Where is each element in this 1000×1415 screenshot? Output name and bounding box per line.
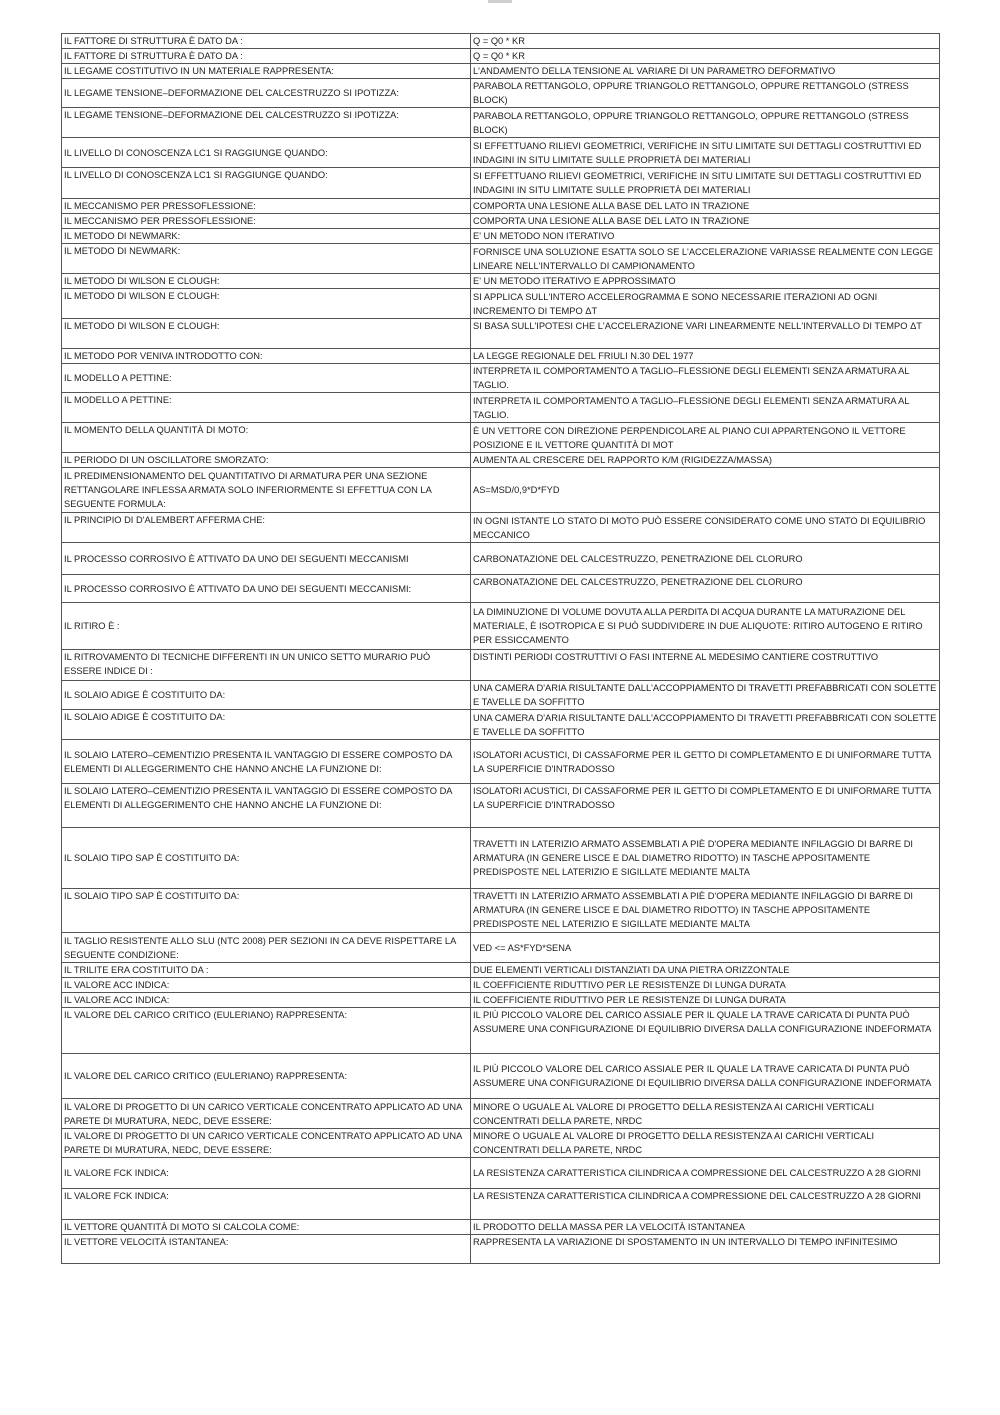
- question-cell: IL MODELLO A PETTINE:: [62, 364, 471, 393]
- table-row: [62, 1008, 940, 1054]
- answer-cell: INTERPRETA IL COMPORTAMENTO A TAGLIO–FLESSIONE DEGLI ELEMENTI SENZA ARMATURA AL TAGLIO.: [471, 364, 940, 393]
- answer-cell: DISTINTI PERIODI COSTRUTTIVI O FASI INTERNE AL MEDESIMO CANTIERE COSTRUTTIVO: [471, 650, 940, 681]
- table-row: [62, 603, 940, 650]
- table-row: [62, 244, 940, 274]
- question-cell: IL MECCANISMO PER PRESSOFLESSIONE:: [62, 199, 471, 214]
- table-row: [62, 79, 940, 108]
- answer-cell: AS=MSD/0,9*D*FYD: [471, 468, 940, 513]
- answer-cell: IN OGNI ISTANTE LO STATO DI MOTO PUÒ ESSERE CONSIDERATO COME UNO STATO DI EQUILIBRIO MECCANICO: [471, 513, 940, 543]
- table-row: [62, 229, 940, 244]
- answer-cell: LA DIMINUZIONE DI VOLUME DOVUTA ALLA PERDITA DI ACQUA DURANTE LA MATURAZIONE DEL MATERIALE, È ISOTROPICA E SI PUÒ SUDDIVIDERE IN DUE ALIQUOTE: RITIRO AUTOGENO E RITIRO PER ESSICCAMENTO: [471, 603, 940, 650]
- table-row: [62, 468, 940, 513]
- answer-cell: E' UN METODO NON ITERATIVO: [471, 229, 940, 244]
- question-cell: IL METODO DI NEWMARK:: [62, 244, 471, 274]
- question-cell: IL SOLAIO ADIGE È COSTITUITO DA:: [62, 710, 471, 740]
- question-cell: IL PREDIMENSIONAMENTO DEL QUANTITATIVO DI ARMATURA PER UNA SEZIONE RETTANGOLARE INFLESSA ARMATA SOLO INFERIORMENTE SI EFFETTUA CON LA SEGUENTE FORMULA:: [62, 468, 471, 513]
- question-cell: IL PERIODO DI UN OSCILLATORE SMORZATO:: [62, 453, 471, 468]
- answer-cell: COMPORTA UNA LESIONE ALLA BASE DEL LATO IN TRAZIONE: [471, 199, 940, 214]
- answer-cell: INTERPRETA IL COMPORTAMENTO A TAGLIO–FLESSIONE DEGLI ELEMENTI SENZA ARMATURA AL TAGLIO.: [471, 393, 940, 423]
- table-row: [62, 108, 940, 138]
- table-row: [62, 364, 940, 393]
- answer-cell: CARBONATAZIONE DEL CALCESTRUZZO, PENETRAZIONE DEL CLORURO: [471, 575, 940, 603]
- table-row: [62, 34, 940, 49]
- question-cell: IL LEGAME TENSIONE–DEFORMAZIONE DEL CALCESTRUZZO SI IPOTIZZA:: [62, 79, 471, 108]
- question-cell: IL MODELLO A PETTINE:: [62, 393, 471, 423]
- answer-cell: PARABOLA RETTANGOLO, OPPURE TRIANGOLO RETTANGOLO, OPPURE RETTANGOLO (STRESS BLOCK): [471, 79, 940, 108]
- question-cell: IL VALORE DEL CARICO CRITICO (EULERIANO) RAPPRESENTA:: [62, 1054, 471, 1099]
- table-row: [62, 1129, 940, 1158]
- table-row: [62, 740, 940, 784]
- answer-cell: ISOLATORI ACUSTICI, DI CASSAFORME PER IL GETTO DI COMPLETAMENTO E DI UNIFORMARE TUTTA LA SUPERFICIE D'INTRADOSSO: [471, 740, 940, 784]
- answer-cell: ISOLATORI ACUSTICI, DI CASSAFORME PER IL GETTO DI COMPLETAMENTO E DI UNIFORMARE TUTTA LA SUPERFICIE D'INTRADOSSO: [471, 784, 940, 828]
- answer-cell: LA LEGGE REGIONALE DEL FRIULI N.30 DEL 1977: [471, 349, 940, 364]
- question-cell: IL VALORE FCK INDICA:: [62, 1189, 471, 1220]
- table-row: [62, 289, 940, 319]
- question-cell: IL SOLAIO LATERO–CEMENTIZIO PRESENTA IL VANTAGGIO DI ESSERE COMPOSTO DA ELEMENTI DI ALLEGGERIMENTO CHE HANNO ANCHE LA FUNZIONE DI:: [62, 740, 471, 784]
- question-cell: IL FATTORE DI STRUTTURA È DATO DA :: [62, 49, 471, 64]
- answer-cell: AUMENTA AL CRESCERE DEL RAPPORTO K/M (RIGIDEZZA/MASSA): [471, 453, 940, 468]
- answer-cell: IL PIÙ PICCOLO VALORE DEL CARICO ASSIALE PER IL QUALE LA TRAVE CARICATA DI PUNTA PUÒ ASSUMERE UNA CONFIGURAZIONE DI EQUILIBRIO DIVERSA DALLA CONFIGURAZIONE INDEFORMATA: [471, 1008, 940, 1054]
- table-row: [62, 349, 940, 364]
- answer-cell: L'ANDAMENTO DELLA TENSIONE AL VARIARE DI UN PARAMETRO DEFORMATIVO: [471, 64, 940, 79]
- table-row: [62, 710, 940, 740]
- table-row: [62, 49, 940, 64]
- table-row: [62, 1189, 940, 1220]
- answer-cell: Q = Q0 * KR: [471, 34, 940, 49]
- answer-cell: TRAVETTI IN LATERIZIO ARMATO ASSEMBLATI A PIÈ D'OPERA MEDIANTE INFILAGGIO DI BARRE DI ARMATURA (IN GENERE LISCE E DAL DIAMETRO RIDOTTO) IN TASCHE APPOSITAMENTE PREDISPOSTE NEL LATERIZIO E SIGILLATE MEDIANTE MALTA: [471, 889, 940, 933]
- table-row: [62, 1054, 940, 1099]
- question-cell: IL PROCESSO CORROSIVO È ATTIVATO DA UNO DEI SEGUENTI MECCANISMI:: [62, 575, 471, 603]
- question-cell: IL METODO DI WILSON E CLOUGH:: [62, 289, 471, 319]
- answer-cell: È UN VETTORE CON DIREZIONE PERPENDICOLARE AL PIANO CUI APPARTENGONO IL VETTORE POSIZIONE E IL VETTORE QUANTITÀ DI MOT: [471, 423, 940, 453]
- table-row: [62, 575, 940, 603]
- question-cell: IL VETTORE VELOCITÀ ISTANTANEA:: [62, 1235, 471, 1264]
- page-header-mark: [488, 0, 512, 3]
- answer-cell: UNA CAMERA D'ARIA RISULTANTE DALL'ACCOPPIAMENTO DI TRAVETTI PREFABBRICATI CON SOLETTE E TAVELLE DA SOFFITTO: [471, 681, 940, 710]
- table-row: [62, 543, 940, 575]
- question-cell: IL SOLAIO TIPO SAP È COSTITUITO DA:: [62, 828, 471, 889]
- table-row: [62, 64, 940, 79]
- answer-cell: VED <= AS*FYD*SENA: [471, 933, 940, 963]
- answer-cell: LA RESISTENZA CARATTERISTICA CILINDRICA A COMPRESSIONE DEL CALCESTRUZZO A 28 GIORNI: [471, 1158, 940, 1189]
- question-cell: IL VALORE DI PROGETTO DI UN CARICO VERTICALE CONCENTRATO APPLICATO AD UNA PARETE DI MURATURA, NEDC, DEVE ESSERE:: [62, 1099, 471, 1129]
- answer-cell: FORNISCE UNA SOLUZIONE ESATTA SOLO SE L'ACCELERAZIONE VARIASSE REALMENTE CON LEGGE LINEARE NELL'INTERVALLO DI CAMPIONAMENTO: [471, 244, 940, 274]
- answer-cell: IL PIÙ PICCOLO VALORE DEL CARICO ASSIALE PER IL QUALE LA TRAVE CARICATA DI PUNTA PUÒ ASSUMERE UNA CONFIGURAZIONE DI EQUILIBRIO DIVERSA DALLA CONFIGURAZIONE INDEFORMATA: [471, 1054, 940, 1099]
- answer-cell: CARBONATAZIONE DEL CALCESTRUZZO, PENETRAZIONE DEL CLORURO: [471, 543, 940, 575]
- answer-cell: PARABOLA RETTANGOLO, OPPURE TRIANGOLO RETTANGOLO, OPPURE RETTANGOLO (STRESS BLOCK): [471, 108, 940, 138]
- table-row: [62, 1235, 940, 1264]
- answer-cell: DUE ELEMENTI VERTICALI DISTANZIATI DA UNA PIETRA ORIZZONTALE: [471, 963, 940, 978]
- question-cell: IL SOLAIO ADIGE È COSTITUITO DA:: [62, 681, 471, 710]
- answer-cell: RAPPRESENTA LA VARIAZIONE DI SPOSTAMENTO IN UN INTERVALLO DI TEMPO INFINITESIMO: [471, 1235, 940, 1264]
- question-cell: IL LEGAME COSTITUTIVO IN UN MATERIALE RAPPRESENTA:: [62, 64, 471, 79]
- answer-cell: Q = Q0 * KR: [471, 49, 940, 64]
- table-row: [62, 423, 940, 453]
- answer-cell: IL COEFFICIENTE RIDUTTIVO PER LE RESISTENZE DI LUNGA DURATA: [471, 978, 940, 993]
- question-cell: IL VALORE FCK INDICA:: [62, 1158, 471, 1189]
- answer-cell: MINORE O UGUALE AL VALORE DI PROGETTO DELLA RESISTENZA AI CARICHI VERTICALI CONCENTRATI DELLA PARETE, NRDC: [471, 1099, 940, 1129]
- question-cell: IL FATTORE DI STRUTTURA È DATO DA :: [62, 34, 471, 49]
- table-row: [62, 138, 940, 168]
- question-cell: IL METODO DI WILSON E CLOUGH:: [62, 274, 471, 289]
- table-row: [62, 681, 940, 710]
- question-cell: IL VALORE ACC INDICA:: [62, 978, 471, 993]
- question-cell: IL METODO DI WILSON E CLOUGH:: [62, 319, 471, 349]
- table-row: [62, 393, 940, 423]
- question-cell: IL LIVELLO DI CONOSCENZA LC1 SI RAGGIUNGE QUANDO:: [62, 138, 471, 168]
- question-cell: IL LIVELLO DI CONOSCENZA LC1 SI RAGGIUNGE QUANDO:: [62, 168, 471, 199]
- answer-cell: IL PRODOTTO DELLA MASSA PER LA VELOCITÀ ISTANTANEA: [471, 1220, 940, 1235]
- question-cell: IL VALORE DEL CARICO CRITICO (EULERIANO) RAPPRESENTA:: [62, 1008, 471, 1054]
- answer-cell: TRAVETTI IN LATERIZIO ARMATO ASSEMBLATI A PIÈ D'OPERA MEDIANTE INFILAGGIO DI BARRE DI ARMATURA (IN GENERE LISCE E DAL DIAMETRO RIDOTTO) IN TASCHE APPOSITAMENTE PREDISPOSTE NEL LATERIZIO E SIGILLATE MEDIANTE MALTA: [471, 828, 940, 889]
- question-cell: IL METODO DI NEWMARK:: [62, 229, 471, 244]
- answer-cell: LA RESISTENZA CARATTERISTICA CILINDRICA A COMPRESSIONE DEL CALCESTRUZZO A 28 GIORNI: [471, 1189, 940, 1220]
- question-cell: IL RITROVAMENTO DI TECNICHE DIFFERENTI IN UN UNICO SETTO MURARIO PUÒ ESSERE INDICE DI :: [62, 650, 471, 681]
- question-cell: IL METODO POR VENIVA INTRODOTTO CON:: [62, 349, 471, 364]
- table-row: [62, 933, 940, 963]
- question-cell: IL TRILITE ERA COSTITUITO DA :: [62, 963, 471, 978]
- question-cell: IL SOLAIO TIPO SAP È COSTITUITO DA:: [62, 889, 471, 933]
- question-cell: IL VALORE ACC INDICA:: [62, 993, 471, 1008]
- table-row: [62, 993, 940, 1008]
- table-row: [62, 1220, 940, 1235]
- question-cell: IL VALORE DI PROGETTO DI UN CARICO VERTICALE CONCENTRATO APPLICATO AD UNA PARETE DI MURATURA, NEDC, DEVE ESSERE:: [62, 1129, 471, 1158]
- table-row: [62, 513, 940, 543]
- question-cell: IL VETTORE QUANTITÀ DI MOTO SI CALCOLA COME:: [62, 1220, 471, 1235]
- answer-cell: SI BASA SULL'IPOTESI CHE L'ACCELERAZIONE VARI LINEARMENTE NELL'INTERVALLO DI TEMPO ΔT: [471, 319, 940, 349]
- question-cell: IL TAGLIO RESISTENTE ALLO SLU (NTC 2008) PER SEZIONI IN CA DEVE RISPETTARE LA SEGUENTE CONDIZIONE:: [62, 933, 471, 963]
- question-cell: IL RITIRO È :: [62, 603, 471, 650]
- table-row: [62, 784, 940, 828]
- answer-cell: E' UN METODO ITERATIVO E APPROSSIMATO: [471, 274, 940, 289]
- question-cell: IL PRINCIPIO DI D'ALEMBERT AFFERMA CHE:: [62, 513, 471, 543]
- table-row: [62, 168, 940, 199]
- table-row: [62, 199, 940, 214]
- question-cell: IL SOLAIO LATERO–CEMENTIZIO PRESENTA IL VANTAGGIO DI ESSERE COMPOSTO DA ELEMENTI DI ALLEGGERIMENTO CHE HANNO ANCHE LA FUNZIONE DI:: [62, 784, 471, 828]
- answer-cell: SI APPLICA SULL'INTERO ACCELEROGRAMMA E SONO NECESSARIE ITERAZIONI AD OGNI INCREMENTO DI TEMPO ΔT: [471, 289, 940, 319]
- table-row: [62, 274, 940, 289]
- answer-cell: IL COEFFICIENTE RIDUTTIVO PER LE RESISTENZE DI LUNGA DURATA: [471, 993, 940, 1008]
- answer-cell: SI EFFETTUANO RILIEVI GEOMETRICI, VERIFICHE IN SITU LIMITATE SUI DETTAGLI COSTRUTTIVI ED INDAGINI IN SITU LIMITATE SULLE PROPRIETÀ DEI MATERIALI: [471, 168, 940, 199]
- table-row: [62, 453, 940, 468]
- table-row: [62, 1158, 940, 1189]
- answer-cell: MINORE O UGUALE AL VALORE DI PROGETTO DELLA RESISTENZA AI CARICHI VERTICALI CONCENTRATI DELLA PARETE, NRDC: [471, 1129, 940, 1158]
- question-cell: IL LEGAME TENSIONE–DEFORMAZIONE DEL CALCESTRUZZO SI IPOTIZZA:: [62, 108, 471, 138]
- table-row: [62, 963, 940, 978]
- answer-cell: UNA CAMERA D'ARIA RISULTANTE DALL'ACCOPPIAMENTO DI TRAVETTI PREFABBRICATI CON SOLETTE E TAVELLE DA SOFFITTO: [471, 710, 940, 740]
- question-cell: IL MECCANISMO PER PRESSOFLESSIONE:: [62, 214, 471, 229]
- table-row: [62, 889, 940, 933]
- table-row: [62, 978, 940, 993]
- question-cell: IL PROCESSO CORROSIVO È ATTIVATO DA UNO DEI SEGUENTI MECCANISMI: [62, 543, 471, 575]
- table-row: [62, 828, 940, 889]
- table-row: [62, 319, 940, 349]
- table-row: [62, 1099, 940, 1129]
- table-row: [62, 650, 940, 681]
- question-cell: IL MOMENTO DELLA QUANTITÀ DI MOTO:: [62, 423, 471, 453]
- answer-cell: COMPORTA UNA LESIONE ALLA BASE DEL LATO IN TRAZIONE: [471, 214, 940, 229]
- answer-cell: SI EFFETTUANO RILIEVI GEOMETRICI, VERIFICHE IN SITU LIMITATE SUI DETTAGLI COSTRUTTIVI ED INDAGINI IN SITU LIMITATE SULLE PROPRIETÀ DEI MATERIALI: [471, 138, 940, 168]
- qa-table-body: [62, 34, 940, 1264]
- table-row: [62, 214, 940, 229]
- qa-table: [61, 33, 940, 1264]
